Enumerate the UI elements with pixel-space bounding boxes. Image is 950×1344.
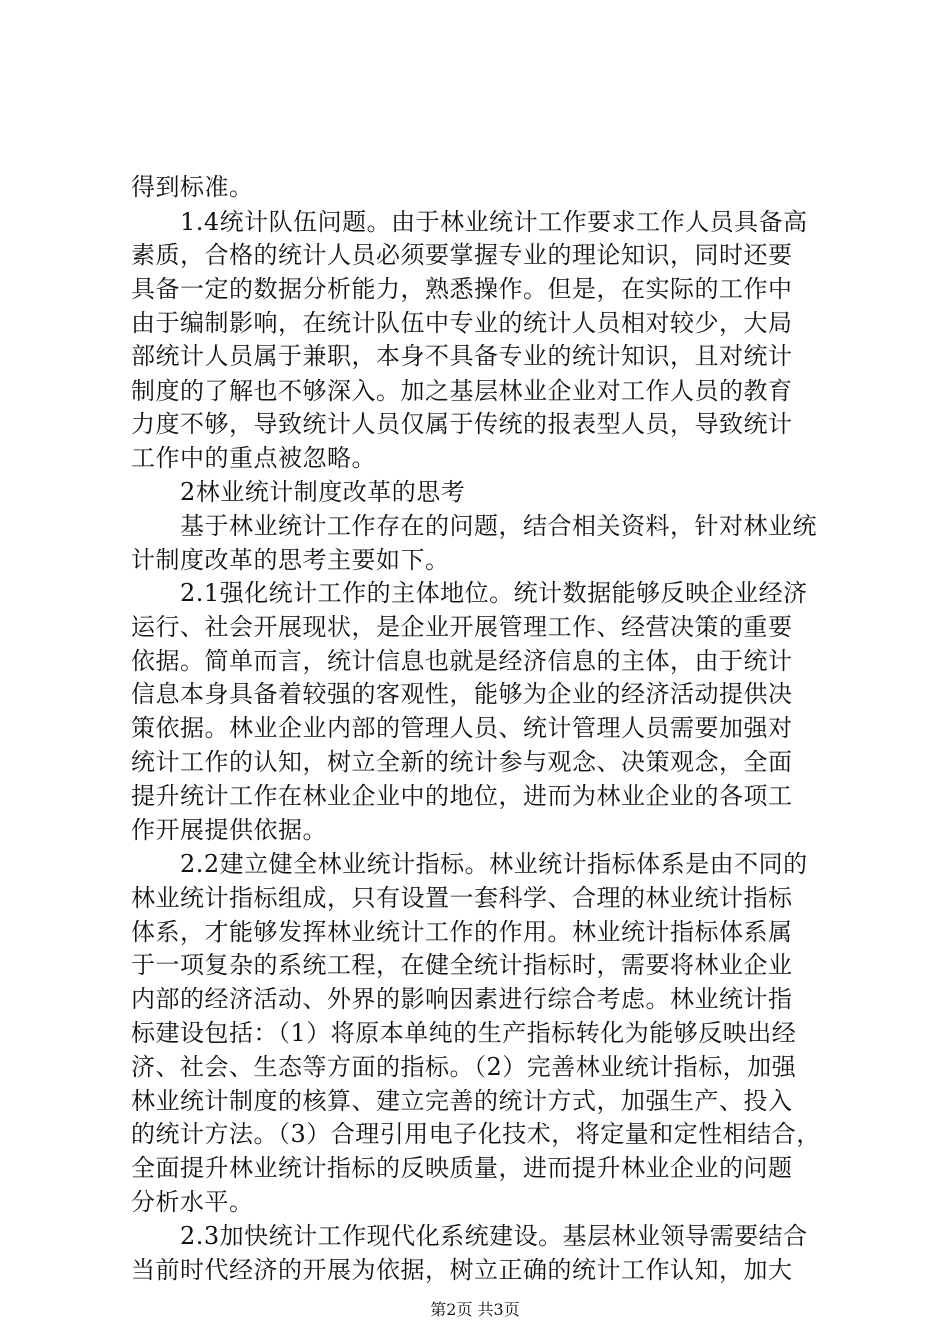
- text-line: 林业统计制度的核算、建立完善的统计方式，加强生产、投入: [131, 1087, 793, 1115]
- text-line: 2.1强化统计工作的主体地位。统计数据能够反映企业经济: [131, 579, 808, 607]
- text-line: 1.4统计队伍问题。由于林业统计工作要求工作人员具备高: [131, 208, 808, 236]
- text-line: 提升统计工作在林业企业中的地位，进而为林业企业的各项工: [131, 782, 793, 810]
- section-heading: 2林业统计制度改革的思考: [131, 478, 466, 506]
- text-line: 的统计方法。（3）合理引用电子化技术，将定量和定性相结合，: [131, 1120, 821, 1148]
- text-line: 策依据。林业企业内部的管理人员、统计管理人员需要加强对: [131, 714, 793, 742]
- text-line: 济、社会、生态等方面的指标。（2）完善林业统计指标，加强: [131, 1053, 797, 1081]
- text-line: 于一项复杂的系统工程，在健全统计指标时，需要将林业企业: [131, 951, 793, 979]
- text-line: 内部的经济活动、外界的影响因素进行综合考虑。林业统计指: [131, 985, 793, 1013]
- text-line: 标建设包括：（1）将原本单纯的生产指标转化为能够反映出经: [131, 1019, 797, 1047]
- text-line: 具备一定的数据分析能力，熟悉操作。但是，在实际的工作中: [131, 275, 793, 303]
- text-line: 体系，才能够发挥林业统计工作的作用。林业统计指标体系属: [131, 918, 793, 946]
- text-line: 2.3加快统计工作现代化系统建设。基层林业领导需要结合: [131, 1222, 808, 1250]
- text-line: 部统计人员属于兼职，本身不具备专业的统计知识，且对统计: [131, 342, 793, 370]
- text-line: 计制度改革的思考主要如下。: [131, 546, 450, 574]
- text-line: 依据。简单而言，统计信息也就是经济信息的主体，由于统计: [131, 647, 793, 675]
- text-line: 由于编制影响，在统计队伍中专业的统计人员相对较少，大局: [131, 309, 793, 337]
- text-line: 统计工作的认知，树立全新的统计参与观念、决策观念，全面: [131, 748, 793, 776]
- page-number-footer: 第2页 共3页: [430, 1300, 520, 1319]
- text-line: 运行、社会开展现状，是企业开展管理工作、经营决策的重要: [131, 613, 793, 641]
- text-line: 林业统计指标组成，只有设置一套科学、合理的林业统计指标: [131, 884, 793, 912]
- text-line: 全面提升林业统计指标的反映质量，进而提升林业企业的问题: [131, 1154, 793, 1182]
- text-line: 工作中的重点被忽略。: [131, 444, 376, 472]
- text-line: 基于林业统计工作存在的问题，结合相关资料，针对林业统: [131, 512, 817, 540]
- text-line: 分析水平。: [131, 1188, 254, 1216]
- text-line: 得到标准。: [131, 173, 254, 201]
- text-line: 制度的了解也不够深入。加之基层林业企业对工作人员的教育: [131, 377, 793, 405]
- text-line: 2.2建立健全林业统计指标。林业统计指标体系是由不同的: [131, 850, 808, 878]
- text-line: 力度不够，导致统计人员仅属于传统的报表型人员，导致统计: [131, 410, 793, 438]
- text-line: 素质，合格的统计人员必须要掌握专业的理论知识，同时还要: [131, 241, 793, 269]
- text-line: 信息本身具备着较强的客观性，能够为企业的经济活动提供决: [131, 680, 793, 708]
- text-line: 当前时代经济的开展为依据，树立正确的统计工作认知，加大: [131, 1256, 793, 1284]
- text-line: 作开展提供依据。: [131, 816, 327, 844]
